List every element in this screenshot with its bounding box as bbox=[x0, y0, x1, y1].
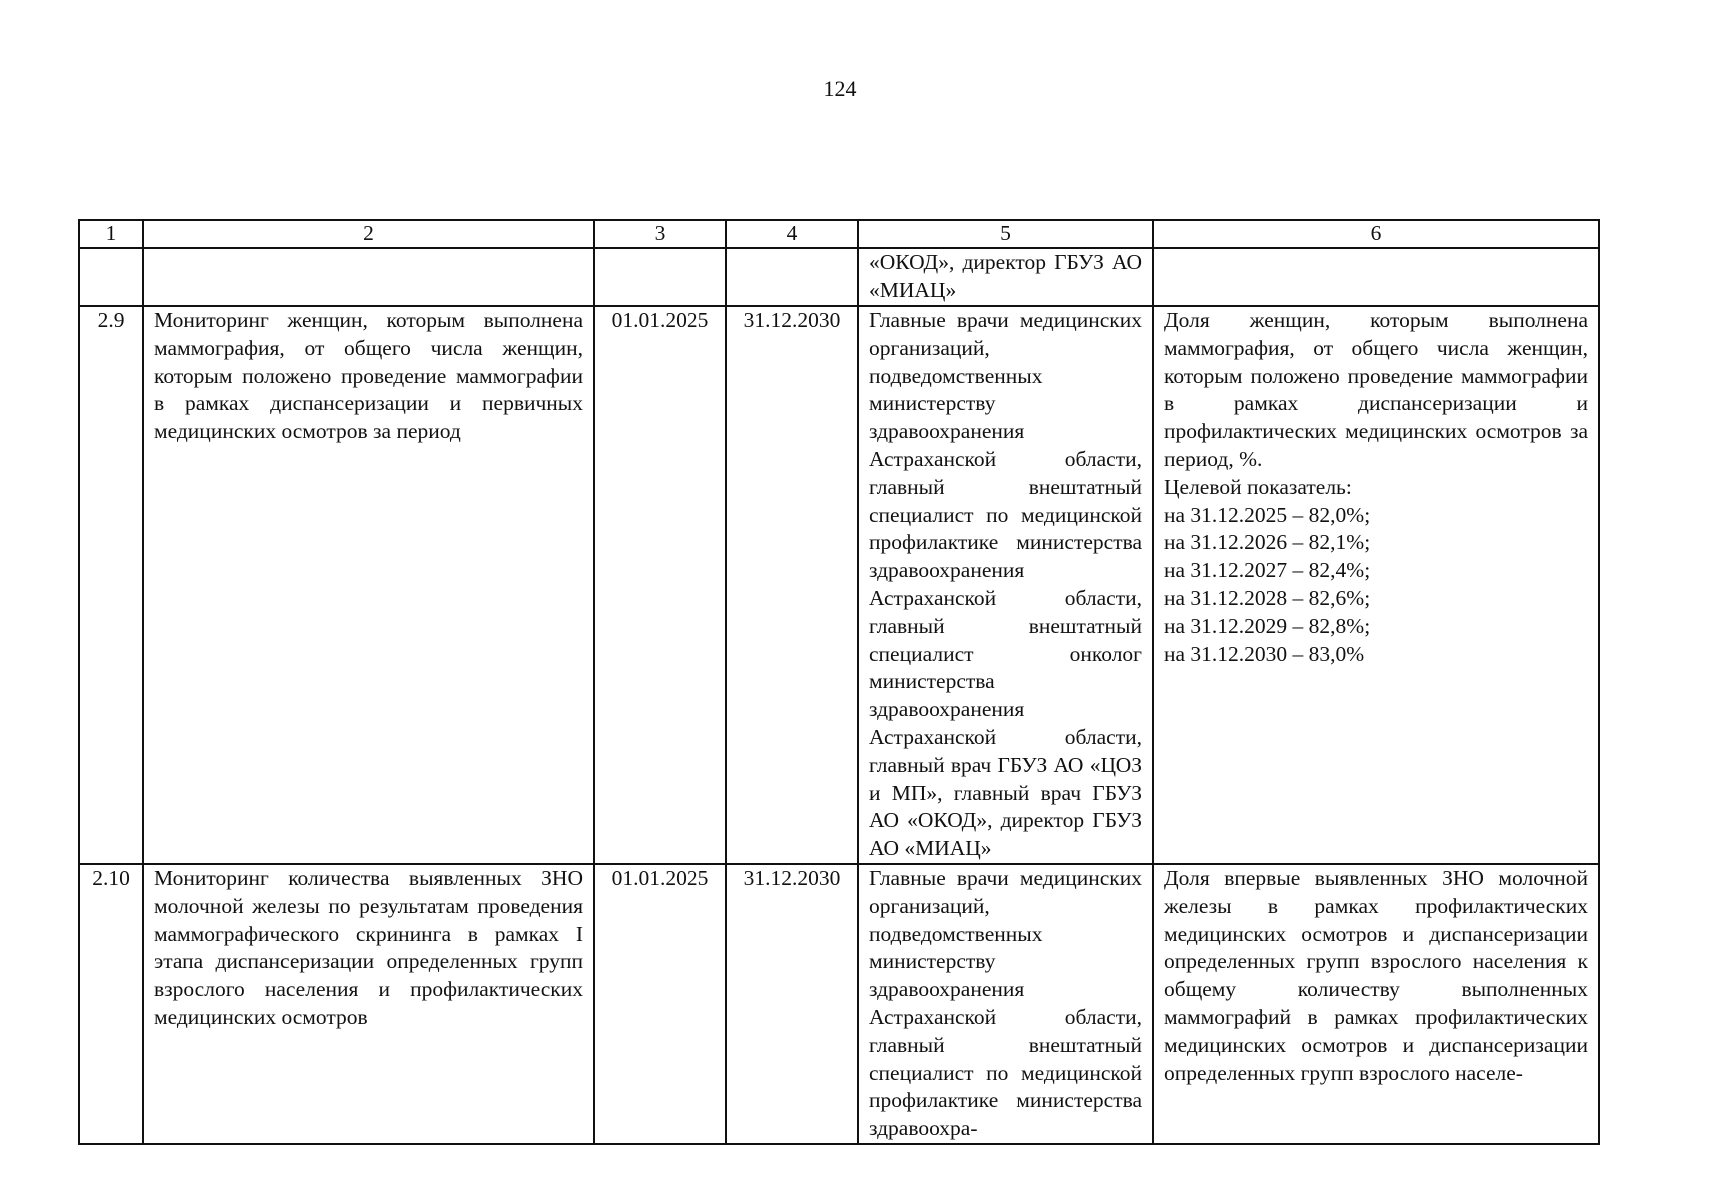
end-date-cell: 31.12.2030 bbox=[726, 864, 858, 1144]
header-cell-4: 4 bbox=[726, 220, 858, 248]
table-row bbox=[79, 864, 1599, 1144]
header-cell-3: 3 bbox=[594, 220, 726, 248]
cont-indicator-cell bbox=[1153, 248, 1599, 306]
row-number: 2.9 bbox=[79, 306, 143, 864]
table-row bbox=[79, 306, 1599, 864]
header-cell-6: 6 bbox=[1153, 220, 1599, 248]
target-item: на 31.12.2029 – 82,8%; bbox=[1164, 613, 1371, 638]
responsible-cell: Главные врачи медицинских организаций, подведомственных министерству здравоохранения Астраханской области, главный внештатный специалист по медицинской профилактике министерства здравоохранения Астраханской области, главный внештатный специалист онколог министерства здравоохранения Астраханской области, главный врач ГБУЗ АО «ЦОЗ и МП», главный врач ГБУЗ АО «ОКОД», директор ГБУЗ АО «МИАЦ» bbox=[858, 306, 1153, 864]
indicator-cell: Доля впервые выявленных ЗНО молочной железы в рамках профилактических медицинских осмотров и диспансеризации определенных групп взрослого населения к общему количеству выполненных маммографий в рамках профилактических медицинских осмотров и диспансеризации определенных групп взрослого населе- bbox=[1153, 864, 1599, 1144]
indicator-text: Доля женщин, которым выполнена маммография, от общего числа женщин, которым положено проведение маммографии в рамках диспансеризации и профилактических медицинских осмотров за период, %. bbox=[1164, 308, 1588, 471]
cont-end-cell bbox=[726, 248, 858, 306]
cont-responsible-cell: «ОКОД», директор ГБУЗ АО «МИАЦ» bbox=[858, 248, 1153, 306]
measures-table bbox=[78, 219, 1600, 1145]
target-label: Целевой показатель: bbox=[1164, 474, 1352, 499]
activity-cell: Мониторинг женщин, которым выполнена маммография, от общего числа женщин, которым положено проведение маммографии в рамках диспансеризации и первичных медицинских осмотров за период bbox=[143, 306, 594, 864]
responsible-cell: Главные врачи медицинских организаций, подведомственных министерству здравоохранения Астраханской области, главный внештатный специалист по медицинской профилактике министерства здравоохра- bbox=[858, 864, 1153, 1144]
page-number: 124 bbox=[823, 76, 857, 101]
end-date-cell: 31.12.2030 bbox=[726, 306, 858, 864]
activity-cell: Мониторинг количества выявленных ЗНО молочной железы по результатам проведения маммографического скрининга в рамках I этапа диспансеризации определенных групп взрослого населения и профилактических медицинских осмотров bbox=[143, 864, 594, 1144]
target-item: на 31.12.2030 – 83,0% bbox=[1164, 641, 1365, 666]
cont-activity-cell bbox=[143, 248, 594, 306]
target-item: на 31.12.2026 – 82,1%; bbox=[1164, 530, 1371, 555]
header-cell-5: 5 bbox=[858, 220, 1153, 248]
cont-num-cell bbox=[79, 248, 143, 306]
start-date-cell: 01.01.2025 bbox=[594, 864, 726, 1144]
cont-start-cell bbox=[594, 248, 726, 306]
target-item: на 31.12.2028 – 82,6%; bbox=[1164, 585, 1371, 610]
target-item: на 31.12.2025 – 82,0%; bbox=[1164, 502, 1371, 527]
header-cell-2: 2 bbox=[143, 220, 594, 248]
table-header-row bbox=[79, 220, 1599, 248]
header-cell-1: 1 bbox=[79, 220, 143, 248]
start-date-cell: 01.01.2025 bbox=[594, 306, 726, 864]
target-item: на 31.12.2027 – 82,4%; bbox=[1164, 558, 1371, 583]
indicator-cell bbox=[1153, 306, 1599, 864]
table-row-continuation bbox=[79, 248, 1599, 306]
row-number: 2.10 bbox=[79, 864, 143, 1144]
